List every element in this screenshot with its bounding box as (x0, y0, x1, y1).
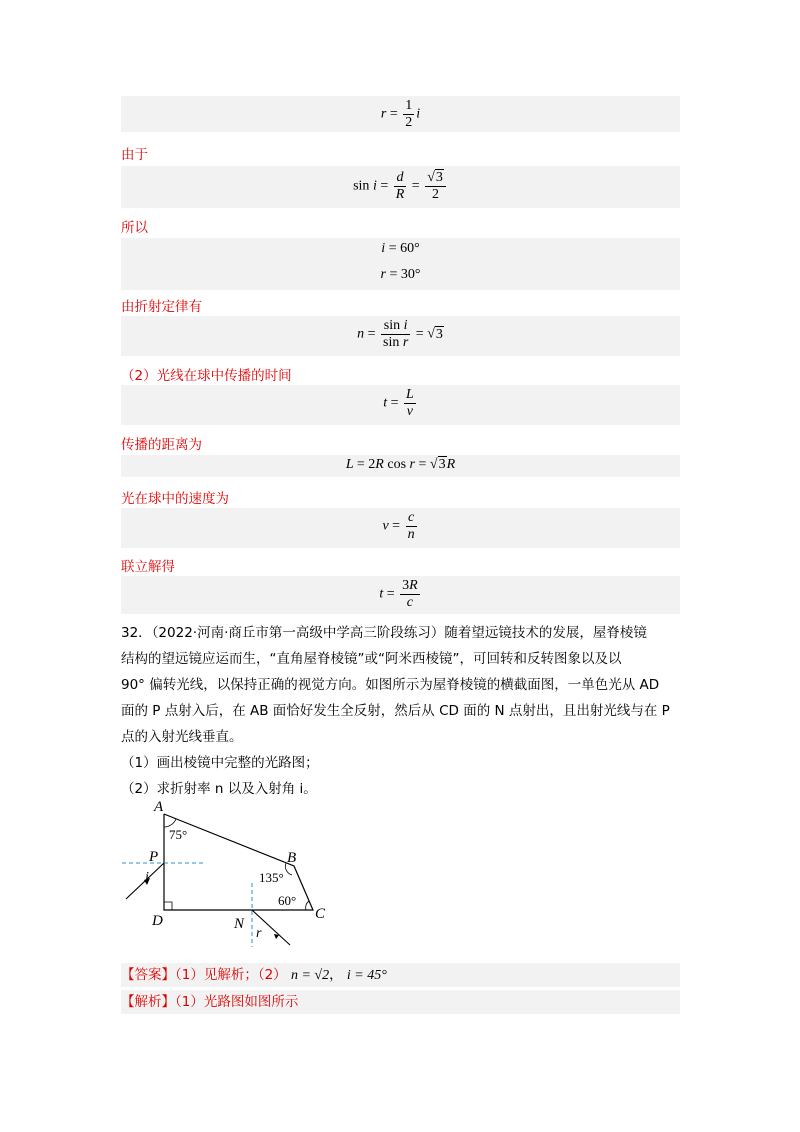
question-line-1 (121, 620, 681, 646)
question-line-3: 90° 偏转光线，以保持正确的视觉方向。如图所示为屋脊棱镜的横截面图，一单色光从 AD (121, 677, 660, 693)
label-suoyi: 所以 (121, 220, 148, 236)
point-N: N (234, 916, 245, 932)
equation-r-30: r = 30° (380, 267, 421, 282)
question-line-5: 点的入射光线垂直。 (121, 729, 243, 745)
angle-label-135: 135° (259, 870, 284, 885)
equation-v: v = $\frac{c}{n}$ (382, 510, 415, 542)
right-angle-mark (164, 902, 172, 910)
vertex-D: D (152, 913, 163, 929)
answer-text: （1）见解析；（2） (175, 967, 287, 983)
answer-line: 【答案】（1）见解析；（2） n = √2， i = 45° (121, 963, 680, 987)
equation-t-final: t = $\frac{3R}{c}$ (379, 578, 418, 610)
point-P: P (149, 849, 159, 865)
label-snell: 由折射定律有 (121, 299, 202, 315)
vertex-B: B (287, 850, 297, 866)
analysis-text: （1）光路图如图所示 (175, 994, 299, 1010)
equation-r-half-i: r = $\frac{1}{2}$ i (380, 98, 421, 130)
answer-n: n = √2 (290, 968, 330, 983)
answer-tag: 【答案】 (121, 967, 175, 983)
angle-label-60: 60° (278, 893, 297, 908)
answer-i: i = 45° (346, 968, 387, 983)
label-distance: 传播的距离为 (121, 437, 202, 453)
question-line-2: 结构的望远镜应运而生，“直角屋脊棱镜”或“阿米西棱镜”，可回转和反转图象以及以 (121, 651, 622, 667)
analysis-line (121, 990, 680, 1014)
equation-i-60: i = 60° (381, 241, 420, 256)
question-line-4: 面的 P 点射入后，在 AB 面恰好发生全反射，然后从 CD 面的 N 点射出，且出射光线与在 P (121, 703, 670, 719)
angle-label-75: 75° (169, 827, 188, 842)
equation-sin-i: sin i = $\frac{d}{R}$ = $\frac{√3}{2}$ (121, 170, 680, 203)
question-source: （2022·河南·商丘市第一高级中学高三阶段练习） (151, 625, 445, 641)
label-youyu: 由于 (121, 147, 148, 163)
equation-n: n = $\frac{\text{sin i}}{\text{sin r}}$ = √3 (357, 318, 443, 350)
equation-L: L = 2R cos r = √3R (345, 457, 456, 472)
ray-label-i: i (145, 870, 149, 885)
analysis-tag: 【解析】 (121, 994, 175, 1010)
vertex-C: C (315, 906, 326, 922)
vertex-A: A (154, 799, 164, 815)
angle-arc-A (164, 819, 176, 827)
question-text: 随着望远镜技术的发展，屋脊棱镜 (444, 625, 647, 641)
label-solve: 联立解得 (121, 559, 175, 575)
question-paragraph (121, 620, 681, 802)
equation-t-L-v: t = $\frac{L}{v}$ (383, 387, 414, 419)
question-number: 32． (121, 625, 152, 641)
label-part2-time: （2）光线在球中传播的时间 (121, 368, 292, 384)
label-speed: 光在球中的速度为 (121, 491, 229, 507)
sub-question-1: （1）画出棱镜中完整的光路图； (121, 755, 319, 771)
angle-arc-C (306, 901, 309, 910)
prism-figure (116, 797, 346, 957)
ray-label-r: r (256, 926, 262, 941)
sub-question-2: （2）求折射率 n 以及入射角 i。 (121, 781, 317, 797)
